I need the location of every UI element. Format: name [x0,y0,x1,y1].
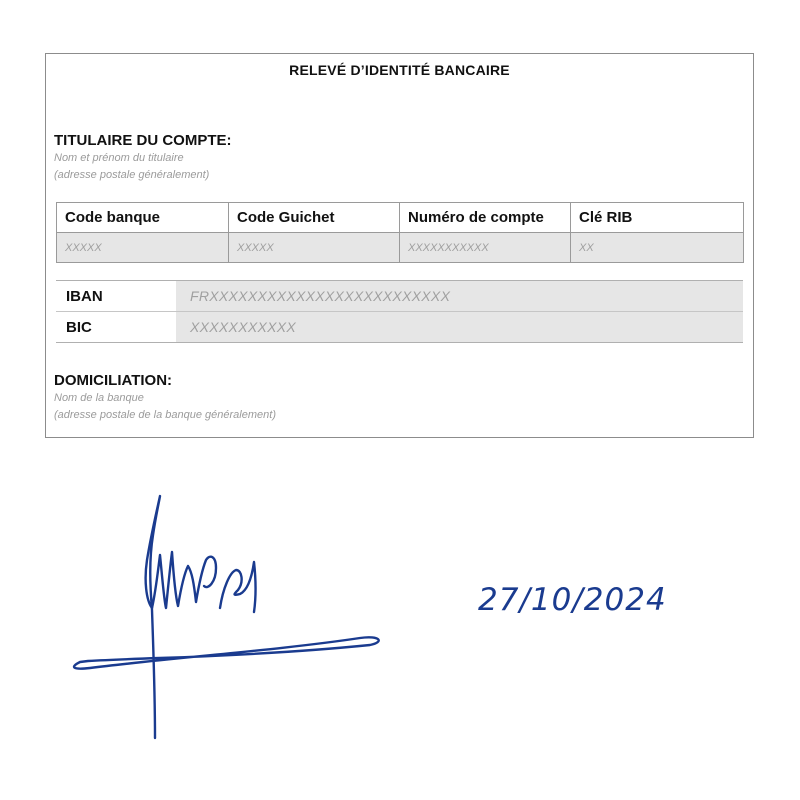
value-code-banque: XXXXX [57,233,229,263]
document-title: RELEVÉ D’IDENTITÉ BANCAIRE [289,62,510,78]
bic-value: XXXXXXXXXXX [176,312,743,342]
iban-bic-block [56,280,743,343]
signature-main-stroke [146,496,160,738]
header-cle-rib: Clé RIB [571,203,744,233]
account-holder-hint [54,150,209,184]
header-code-guichet: Code Guichet [229,203,400,233]
bic-label: BIC [56,312,176,342]
signature-tail-stroke [220,562,256,612]
account-holder-heading: TITULAIRE DU COMPTE: [54,132,232,149]
rib-codes-table [56,202,744,263]
value-numero-compte: XXXXXXXXXXX [400,233,571,263]
value-cle-rib: XX [571,233,744,263]
header-numero-compte: Numéro de compte [400,203,571,233]
rib-table-header-row [57,203,744,233]
bic-row [56,311,743,342]
iban-label: IBAN [56,281,176,311]
signature-underline-stroke [74,637,379,668]
header-code-banque: Code banque [57,203,229,233]
iban-row [56,281,743,311]
signature-date: 27/10/2024 [478,582,667,618]
rib-document [45,53,754,438]
account-holder-hint-line1: Nom et prénom du titulaire [54,152,184,164]
signature-loops-stroke [152,552,216,608]
value-code-guichet: XXXXX [229,233,400,263]
domiciliation-hint-line2: (adresse postale de la banque généralement) [54,409,276,421]
domiciliation-hint-line1: Nom de la banque [54,392,144,404]
iban-value: FRXXXXXXXXXXXXXXXXXXXXXXXXX [176,281,743,311]
handwritten-signature [60,490,390,750]
account-holder-hint-line2: (adresse postale généralement) [54,169,210,181]
rib-table-value-row [57,233,744,263]
domiciliation-hint [54,390,276,424]
domiciliation-heading: DOMICILIATION: [54,372,173,389]
